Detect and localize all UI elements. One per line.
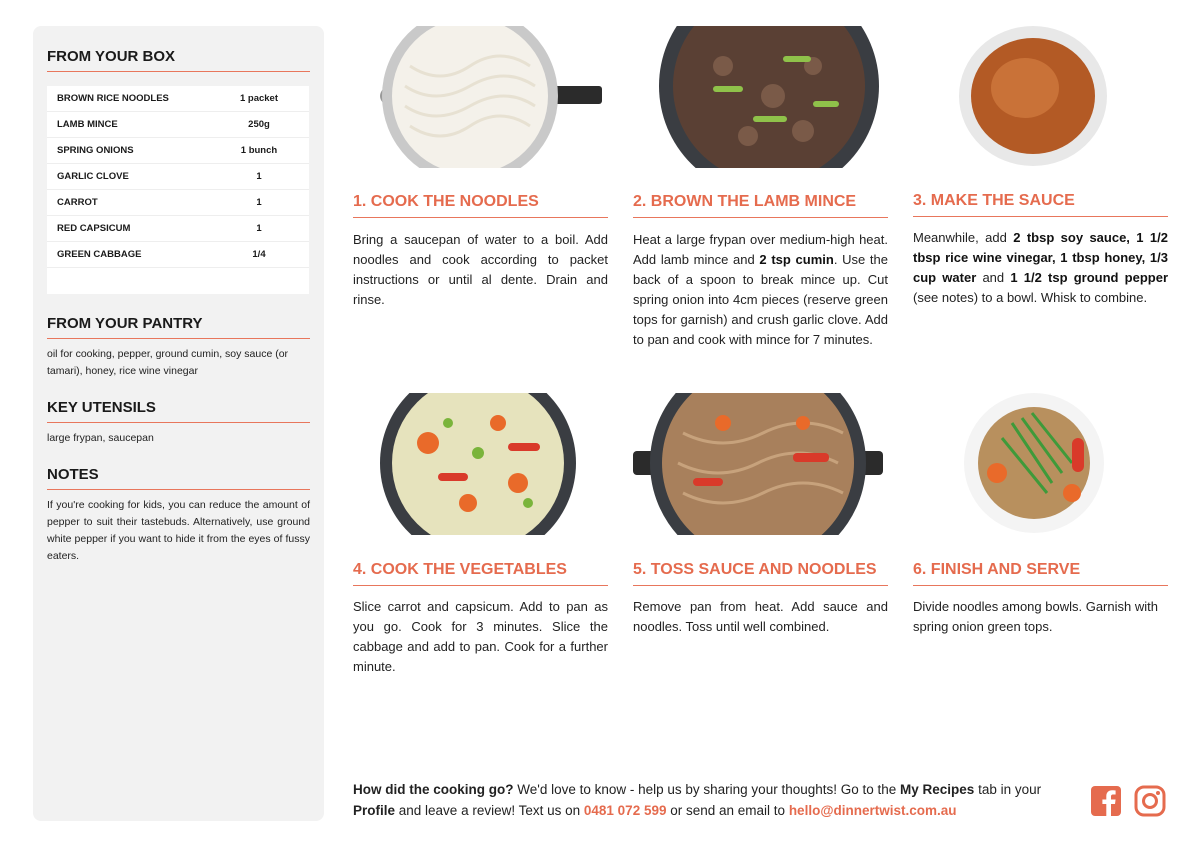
ingredient-row: GREEN CABBAGE 1/4 bbox=[47, 242, 309, 268]
step-5-title: 5. TOSS SAUCE AND NOODLES bbox=[633, 561, 888, 586]
ingredient-row: LAMB MINCE 250g bbox=[47, 112, 309, 138]
step-4-photo bbox=[378, 393, 600, 535]
step-6-text: Divide noodles among bowls. Garnish with spring onion green tops. bbox=[913, 599, 1158, 634]
step-6-photo bbox=[962, 393, 1112, 535]
utensils-text: large frypan, saucepan bbox=[47, 432, 154, 444]
feedback-footer: How did the cooking go? We'd love to know - help us by sharing your thoughts! Go to the My Recipes tab in your Profile and leave a review! Text us on 0481 072 599 or send an email to hello@dinnertwist.com.au bbox=[353, 782, 1042, 818]
key-utensils-title: KEY UTENSILS bbox=[47, 399, 310, 423]
step-5-text: Remove pan from heat. Add sauce and noodles. Toss until well combined. bbox=[633, 599, 888, 634]
step-3-photo bbox=[955, 26, 1115, 168]
step-4-title: 4. COOK THE VEGETABLES bbox=[353, 561, 608, 586]
step-5-photo bbox=[633, 393, 883, 535]
step-2-title: 2. BROWN THE LAMB MINCE bbox=[633, 193, 888, 218]
from-your-pantry-title: FROM YOUR PANTRY bbox=[47, 315, 310, 339]
my-recipes-link[interactable]: My Recipes bbox=[900, 782, 975, 797]
ingredient-row: SPRING ONIONS 1 bunch bbox=[47, 138, 309, 164]
pantry-text: oil for cooking, pepper, ground cumin, soy sauce (or tamari), honey, rice wine vinegar bbox=[47, 348, 289, 377]
step-2-text: Heat a large frypan over medium-high heat. Add lamb mince and 2 tsp cumin. Use the back of a spoon to break mince up. Cut spring onion into 4cm pieces (reserve green tops for garnish) and crush garlic clove. Add to pan and cook with mince for 7 minutes. bbox=[633, 232, 888, 347]
step-1-title: 1. COOK THE NOODLES bbox=[353, 193, 608, 218]
step-1-photo bbox=[370, 26, 602, 168]
ingredient-row: GARLIC CLOVE 1 bbox=[47, 164, 309, 190]
from-your-box-title: FROM YOUR BOX bbox=[47, 48, 310, 72]
ingredient-row: RED CAPSICUM 1 bbox=[47, 216, 309, 242]
step-3-text: Meanwhile, add 2 tbsp soy sauce, 1 1/2 tbsp rice wine vinegar, 1 tbsp honey, 1/3 cup water and 1 1/2 tsp ground pepper (see notes) to a bowl. Whisk to combine. bbox=[913, 230, 1169, 305]
sidebar bbox=[33, 26, 324, 821]
step-6-title: 6. FINISH AND SERVE bbox=[913, 561, 1168, 586]
profile-link[interactable]: Profile bbox=[353, 803, 396, 818]
step-4-text: Slice carrot and capsicum. Add to pan as you go. Cook for 3 minutes. Slice the cabbage and add to pan. Cook for a further minute. bbox=[353, 599, 608, 674]
notes-title: NOTES bbox=[47, 466, 310, 490]
step-1-text: Bring a saucepan of water to a boil. Add noodles and cook according to packet instructions or until al dente. Drain and rinse. bbox=[353, 232, 608, 307]
notes-text: If you're cooking for kids, you can reduce the amount of pepper to suit their tastebuds. Alternatively, use ground white pepper if you want to hide it from the eyes of fussy eaters. bbox=[47, 499, 310, 562]
ingredient-row: BROWN RICE NOODLES 1 packet bbox=[47, 86, 309, 112]
step-2-photo bbox=[653, 26, 885, 168]
ingredient-row: CARROT 1 bbox=[47, 190, 309, 216]
instagram-icon[interactable] bbox=[1134, 785, 1166, 817]
email-link[interactable]: hello@dinnertwist.com.au bbox=[788, 803, 957, 818]
step-3-title: 3. MAKE THE SAUCE bbox=[913, 192, 1168, 217]
ingredients-table bbox=[47, 86, 309, 294]
facebook-icon[interactable] bbox=[1090, 785, 1122, 817]
phone-link[interactable]: 0481 072 599 bbox=[583, 803, 667, 818]
